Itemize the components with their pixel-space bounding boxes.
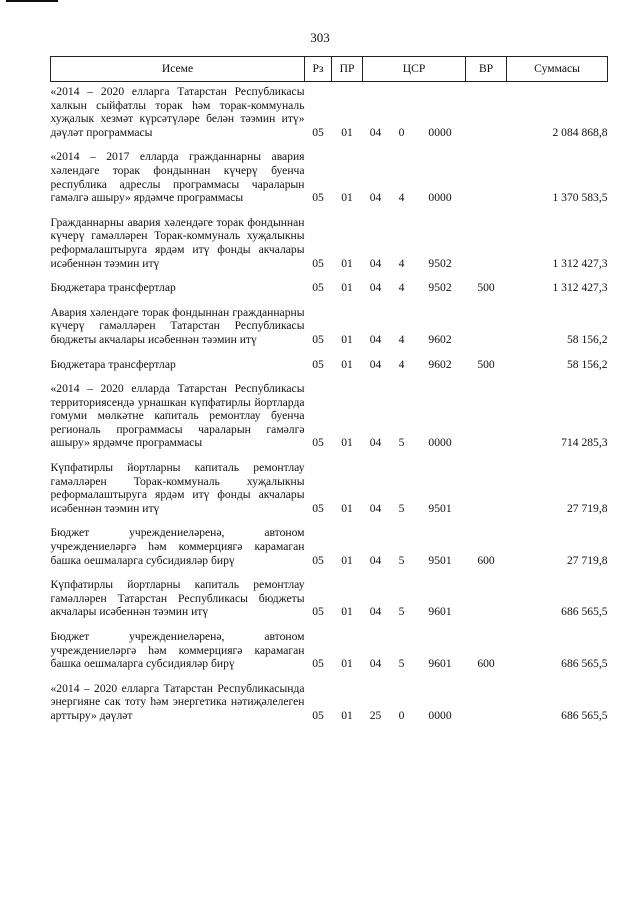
cell-vr bbox=[466, 379, 507, 452]
table-row bbox=[51, 355, 608, 374]
cell-rz: 05 bbox=[312, 657, 324, 671]
cell-sum: 58 156,2 bbox=[566, 332, 608, 346]
cell-rz: 05 bbox=[312, 605, 324, 619]
cell-name: «2014 – 2017 елларда гражданнарны авария хәлендәге торак фондыннан күчерү буенча республика адреслы программасы чараларын гамәлгә ашыру» ярдәмче программасы bbox=[50, 150, 305, 205]
cell-csr-part3: 0000 bbox=[428, 708, 452, 722]
table-row bbox=[51, 147, 608, 206]
cell-csr-part2: 0 bbox=[398, 125, 405, 139]
header-name: Исеме bbox=[51, 57, 305, 82]
cell-csr-part2: 4 bbox=[398, 256, 405, 270]
cell-csr-part3: 9601 bbox=[428, 605, 452, 619]
cell-pr: 01 bbox=[341, 191, 353, 205]
cell-vr bbox=[466, 82, 507, 142]
cell-vr bbox=[466, 213, 507, 272]
cell-csr-part1: 04 bbox=[369, 281, 382, 295]
table-body bbox=[51, 82, 608, 725]
cell-pr: 01 bbox=[341, 436, 353, 450]
cell-csr-part1: 04 bbox=[369, 553, 382, 567]
cell-csr-part2: 4 bbox=[398, 332, 405, 346]
cell-csr-part2: 5 bbox=[398, 436, 405, 450]
cell-csr-part1: 04 bbox=[369, 256, 382, 270]
table-row bbox=[51, 303, 608, 349]
header-csr: ЦСР bbox=[363, 57, 466, 82]
cell-sum: 58 156,2 bbox=[566, 357, 608, 371]
cell-pr: 01 bbox=[341, 332, 353, 346]
cell-csr-part3: 0000 bbox=[428, 436, 452, 450]
cell-vr bbox=[466, 458, 507, 517]
cell-csr-part3: 9601 bbox=[428, 657, 452, 671]
cell-rz: 05 bbox=[312, 256, 324, 270]
cell-name: Авария хәлендәге торак фондыннан гражданнарны күчерү гамәлләрен Татарстан Республикасы бюджеты акчалары исәбеннән тәэмин итү bbox=[50, 305, 305, 346]
cell-sum: 27 719,8 bbox=[566, 501, 608, 515]
budget-table bbox=[50, 56, 608, 725]
cell-csr-part3: 9502 bbox=[428, 281, 452, 295]
cell-sum: 686 565,5 bbox=[561, 657, 608, 671]
cell-name: «2014 – 2020 елларга Татарстан Республикасында энергияне сак тоту һәм энергетика нәтиҗәлелеген арттыру» дәүләт bbox=[50, 681, 305, 722]
cell-name: Бюджет учреждениеләренә, автоном учреждениеләргә һәм коммерциягә карамаган башка оешмаларга субсидияләр бирү bbox=[50, 630, 305, 671]
table-row bbox=[51, 278, 608, 297]
cell-vr: 500 bbox=[477, 281, 495, 295]
cell-rz: 05 bbox=[312, 332, 324, 346]
cell-csr-part2: 4 bbox=[398, 357, 405, 371]
cell-rz: 05 bbox=[312, 553, 324, 567]
cell-name: Бюджетара трансфертлар bbox=[50, 281, 176, 295]
cell-name: Күпфатирлы йортларны капиталь ремонтлау гамәлләрен Торак-коммуналь хуҗалыкны реформалаштыруга ярдәм итү фонды акчалары исәбеннән тәэмин итү bbox=[50, 461, 305, 515]
cell-rz: 05 bbox=[312, 436, 324, 450]
cell-vr bbox=[466, 147, 507, 206]
cell-rz: 05 bbox=[312, 501, 324, 515]
table-row bbox=[51, 523, 608, 569]
cell-csr-part1: 04 bbox=[369, 436, 382, 450]
cell-csr-part2: 4 bbox=[398, 281, 405, 295]
cell-name: Күпфатирлы йортларны капиталь ремонтлау гамәлләрен Татарстан Республикасы бюджеты акчалары исәбеннән тәэмин итү bbox=[50, 578, 305, 619]
cell-sum: 1 312 427,3 bbox=[552, 281, 608, 295]
table-row bbox=[51, 379, 608, 452]
cell-pr: 01 bbox=[341, 605, 353, 619]
cell-csr-part2: 5 bbox=[398, 553, 405, 567]
cell-pr: 01 bbox=[341, 281, 353, 295]
cell-csr-part3: 0000 bbox=[428, 191, 452, 205]
cell-csr-part3: 9602 bbox=[428, 332, 452, 346]
cell-csr-part1: 04 bbox=[369, 357, 382, 371]
cell-name: Бюджетара трансфертлар bbox=[50, 357, 176, 371]
cell-csr-part3: 9502 bbox=[428, 256, 452, 270]
cell-csr-part1: 04 bbox=[369, 191, 382, 205]
table-row bbox=[51, 82, 608, 142]
table-row bbox=[51, 458, 608, 517]
table-row bbox=[51, 575, 608, 621]
cell-name: Бюджет учреждениеләренә, автоном учреждениеләргә һәм коммерциягә карамаган башка оешмаларга субсидияләр бирү bbox=[50, 526, 305, 567]
header-pr: ПР bbox=[332, 57, 363, 82]
table-header-row bbox=[51, 57, 608, 82]
cell-csr-part1: 04 bbox=[369, 125, 382, 139]
cell-csr-part3: 9501 bbox=[428, 501, 452, 515]
cell-csr-part1: 04 bbox=[369, 657, 382, 671]
cell-vr: 500 bbox=[477, 357, 495, 371]
cell-rz: 05 bbox=[312, 281, 324, 295]
table-row bbox=[51, 627, 608, 673]
cell-sum: 1 312 427,3 bbox=[552, 256, 608, 270]
cell-pr: 01 bbox=[341, 256, 353, 270]
cell-vr bbox=[466, 679, 507, 725]
cell-name: Гражданнарны авария хәлендәге торак фондыннан күчерү гамәлләрен Торак-коммуналь хуҗалыкны реформалаштыруга ярдәм итү фонды акчалары исәбеннән тәэмин итү bbox=[50, 215, 305, 270]
top-rule bbox=[6, 0, 58, 2]
cell-pr: 01 bbox=[341, 708, 353, 722]
cell-csr-part3: 0000 bbox=[428, 125, 452, 139]
cell-rz: 05 bbox=[312, 191, 324, 205]
cell-sum: 686 565,5 bbox=[561, 708, 608, 722]
cell-sum: 2 084 868,8 bbox=[552, 125, 608, 139]
cell-pr: 01 bbox=[341, 501, 353, 515]
cell-csr-part1: 04 bbox=[369, 501, 382, 515]
cell-pr: 01 bbox=[341, 125, 353, 139]
cell-sum: 686 565,5 bbox=[561, 605, 608, 619]
cell-csr-part1: 25 bbox=[369, 708, 382, 722]
cell-csr-part2: 5 bbox=[398, 501, 405, 515]
cell-sum: 1 370 583,5 bbox=[552, 191, 608, 205]
cell-rz: 05 bbox=[312, 708, 324, 722]
cell-name: «2014 – 2020 елларда Татарстан Республикасы территориясендә урнашкан күпфатирлы йортларда гомуми мөлкәтне капиталь ремонтлау буенча региональ программасы чараларын гамәлгә ашыру» ярдәмче программасы bbox=[50, 382, 305, 450]
cell-pr: 01 bbox=[341, 657, 353, 671]
cell-csr-part1: 04 bbox=[369, 605, 382, 619]
cell-rz: 05 bbox=[312, 125, 324, 139]
cell-csr-part2: 0 bbox=[398, 708, 405, 722]
cell-vr bbox=[466, 575, 507, 621]
cell-vr bbox=[466, 303, 507, 349]
cell-name: «2014 – 2020 елларга Татарстан Республикасы халкын сыйфатлы торак һәм торак-коммуналь хуҗалык хезмәт күрсәтүләре белән тәэмин итү» дәүләт программасы bbox=[50, 85, 305, 139]
cell-csr-part2: 5 bbox=[398, 605, 405, 619]
header-vr: ВР bbox=[466, 57, 507, 82]
cell-pr: 01 bbox=[341, 553, 353, 567]
cell-csr-part2: 5 bbox=[398, 657, 405, 671]
page-number: 303 bbox=[310, 30, 330, 45]
cell-sum: 27 719,8 bbox=[566, 553, 608, 567]
cell-vr: 600 bbox=[477, 553, 495, 567]
cell-rz: 05 bbox=[312, 357, 324, 371]
table-row bbox=[51, 213, 608, 272]
cell-csr-part3: 9501 bbox=[428, 553, 452, 567]
cell-csr-part2: 4 bbox=[398, 191, 405, 205]
cell-csr-part3: 9602 bbox=[428, 357, 452, 371]
cell-pr: 01 bbox=[341, 357, 353, 371]
cell-csr-part1: 04 bbox=[369, 332, 382, 346]
header-rz: Рз bbox=[305, 57, 332, 82]
table-row bbox=[51, 679, 608, 725]
cell-sum: 714 285,3 bbox=[561, 436, 608, 450]
header-sum: Суммасы bbox=[507, 57, 608, 82]
cell-vr: 600 bbox=[477, 657, 495, 671]
